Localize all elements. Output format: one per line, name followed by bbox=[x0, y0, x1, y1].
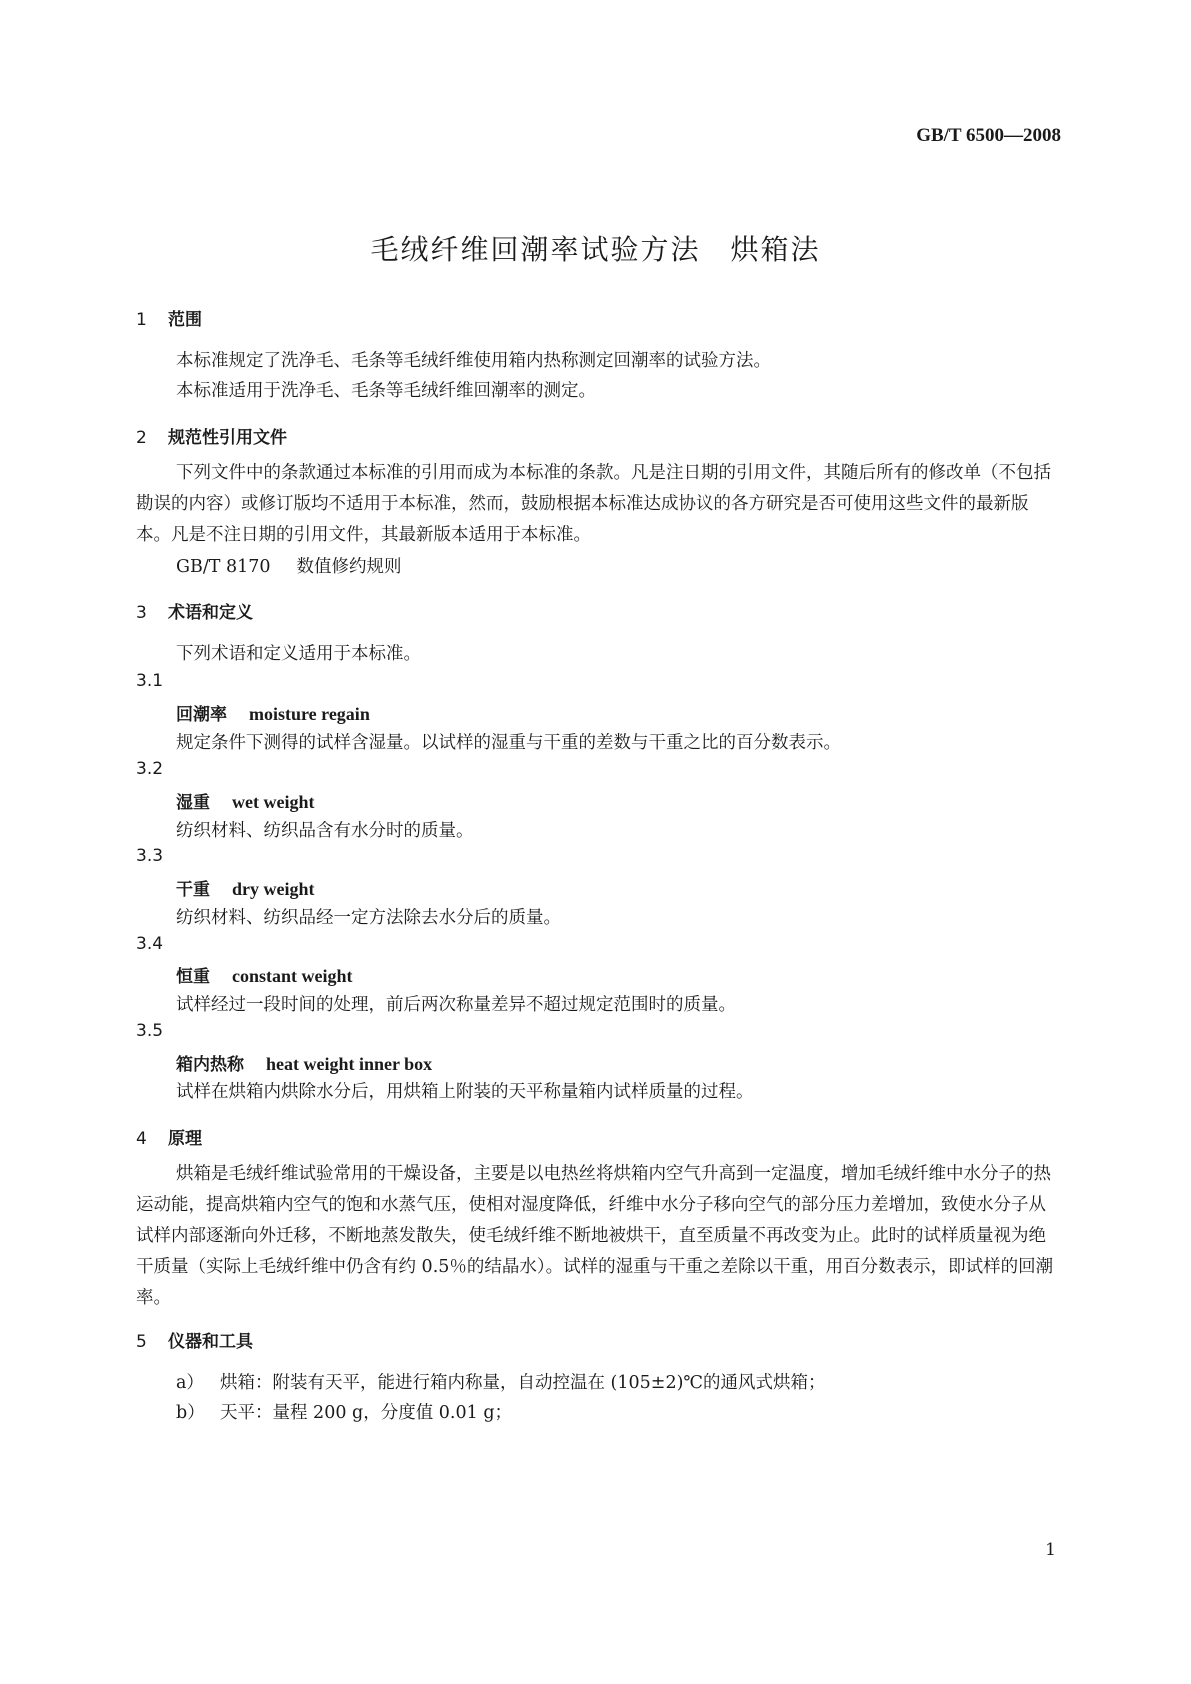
clause-number: 3.1 bbox=[136, 671, 164, 691]
section-title: 原理 bbox=[168, 1129, 202, 1149]
term-definition: 规定条件下测得的试样含湿量。以试样的湿重与干重的差数与干重之比的百分数表示。 bbox=[176, 733, 841, 753]
list-item bbox=[176, 1399, 512, 1424]
clause-number: 3.4 bbox=[136, 934, 164, 954]
standard-number: GB/T 6500—2008 bbox=[916, 125, 1061, 146]
term-en: moisture regain bbox=[249, 704, 370, 724]
item-label: b） bbox=[176, 1403, 205, 1423]
term-en: heat weight inner box bbox=[266, 1054, 433, 1074]
section-3-intro: 下列术语和定义适用于本标准。 bbox=[176, 644, 421, 664]
list-item bbox=[176, 1369, 826, 1394]
reference-title: 数值修约规则 bbox=[296, 557, 402, 577]
section-number: 2 bbox=[136, 428, 147, 448]
term-zh: 恒重 bbox=[176, 967, 210, 987]
section-number: 4 bbox=[136, 1129, 147, 1149]
item-text: 烘箱：附装有天平，能进行箱内称量，自动控温在 (105±2)℃的通风式烘箱； bbox=[220, 1373, 826, 1393]
clause-number: 3.2 bbox=[136, 759, 164, 779]
document-title: 毛绒纤维回潮率试验方法 烘箱法 bbox=[370, 233, 821, 266]
section-3-heading bbox=[136, 598, 253, 623]
term-heading bbox=[176, 962, 353, 987]
clause-number: 3.5 bbox=[136, 1021, 164, 1041]
section-title: 规范性引用文件 bbox=[168, 428, 287, 448]
section-title: 术语和定义 bbox=[168, 603, 253, 623]
section-1-paragraph-2: 本标准适用于洗净毛、毛条等毛绒纤维回潮率的测定。 bbox=[176, 381, 596, 401]
section-1-paragraph-1: 本标准规定了洗净毛、毛条等毛绒纤维使用箱内热称测定回潮率的试验方法。 bbox=[176, 351, 771, 371]
term-definition: 纺织材料、纺织品含有水分时的质量。 bbox=[176, 821, 474, 841]
section-number: 1 bbox=[136, 310, 147, 330]
term-zh: 干重 bbox=[176, 880, 210, 900]
section-2-paragraph: 下列文件中的条款通过本标准的引用而成为本标准的条款。凡是注日期的引用文件，其随后所有的修改单（不包括勘误的内容）或修订版均不适用于本标准，然而，鼓励根据本标准达成协议的各方研究是否可使用这些文件的最新版本。凡是不注日期的引用文件，其最新版本适用于本标准。 bbox=[136, 463, 1051, 545]
clause-number: 3.3 bbox=[136, 846, 164, 866]
term-en: dry weight bbox=[232, 879, 315, 899]
term-definition: 试样在烘箱内烘除水分后，用烘箱上附装的天平称量箱内试样质量的过程。 bbox=[176, 1082, 754, 1102]
section-5-heading bbox=[136, 1327, 253, 1352]
normative-reference bbox=[176, 553, 402, 578]
section-title: 仪器和工具 bbox=[168, 1332, 253, 1352]
page-number: 1 bbox=[1045, 1540, 1056, 1560]
term-definition: 试样经过一段时间的处理，前后两次称量差异不超过规定范围时的质量。 bbox=[176, 995, 736, 1015]
term-zh: 湿重 bbox=[176, 793, 210, 813]
term-zh: 回潮率 bbox=[176, 705, 227, 725]
term-heading bbox=[176, 788, 314, 813]
term-en: constant weight bbox=[232, 966, 353, 986]
item-label: a） bbox=[176, 1373, 204, 1393]
section-1-heading bbox=[136, 305, 202, 330]
term-en: wet weight bbox=[232, 792, 315, 812]
section-number: 3 bbox=[136, 603, 147, 623]
section-title: 范围 bbox=[168, 310, 202, 330]
section-4-paragraph: 烘箱是毛绒纤维试验常用的干燥设备，主要是以电热丝将烘箱内空气升高到一定温度，增加毛绒纤维中水分子的热运动能，提高烘箱内空气的饱和水蒸气压，使相对湿度降低，纤维中水分子移向空气的部分压力差增加，致使水分子从试样内部逐渐向外迁移，不断地蒸发散失，使毛绒纤维不断地被烘干，直至质量不再改变为止。此时的试样质量视为绝干质量（实际上毛绒纤维中仍含有约 0.5％的结晶水）。试样的湿重与干重之差除以干重，用百分数表示，即试样的回潮率。 bbox=[136, 1164, 1054, 1308]
item-text: 天平：量程 200 g，分度值 0.01 g； bbox=[220, 1403, 513, 1423]
term-heading bbox=[176, 700, 370, 725]
term-zh: 箱内热称 bbox=[176, 1055, 244, 1075]
section-4-heading bbox=[136, 1124, 202, 1149]
term-definition: 纺织材料、纺织品经一定方法除去水分后的质量。 bbox=[176, 908, 561, 928]
reference-code: GB/T 8170 bbox=[176, 557, 271, 577]
term-heading bbox=[176, 1050, 432, 1075]
section-number: 5 bbox=[136, 1332, 147, 1352]
section-2-heading bbox=[136, 423, 287, 448]
term-heading bbox=[176, 875, 315, 900]
